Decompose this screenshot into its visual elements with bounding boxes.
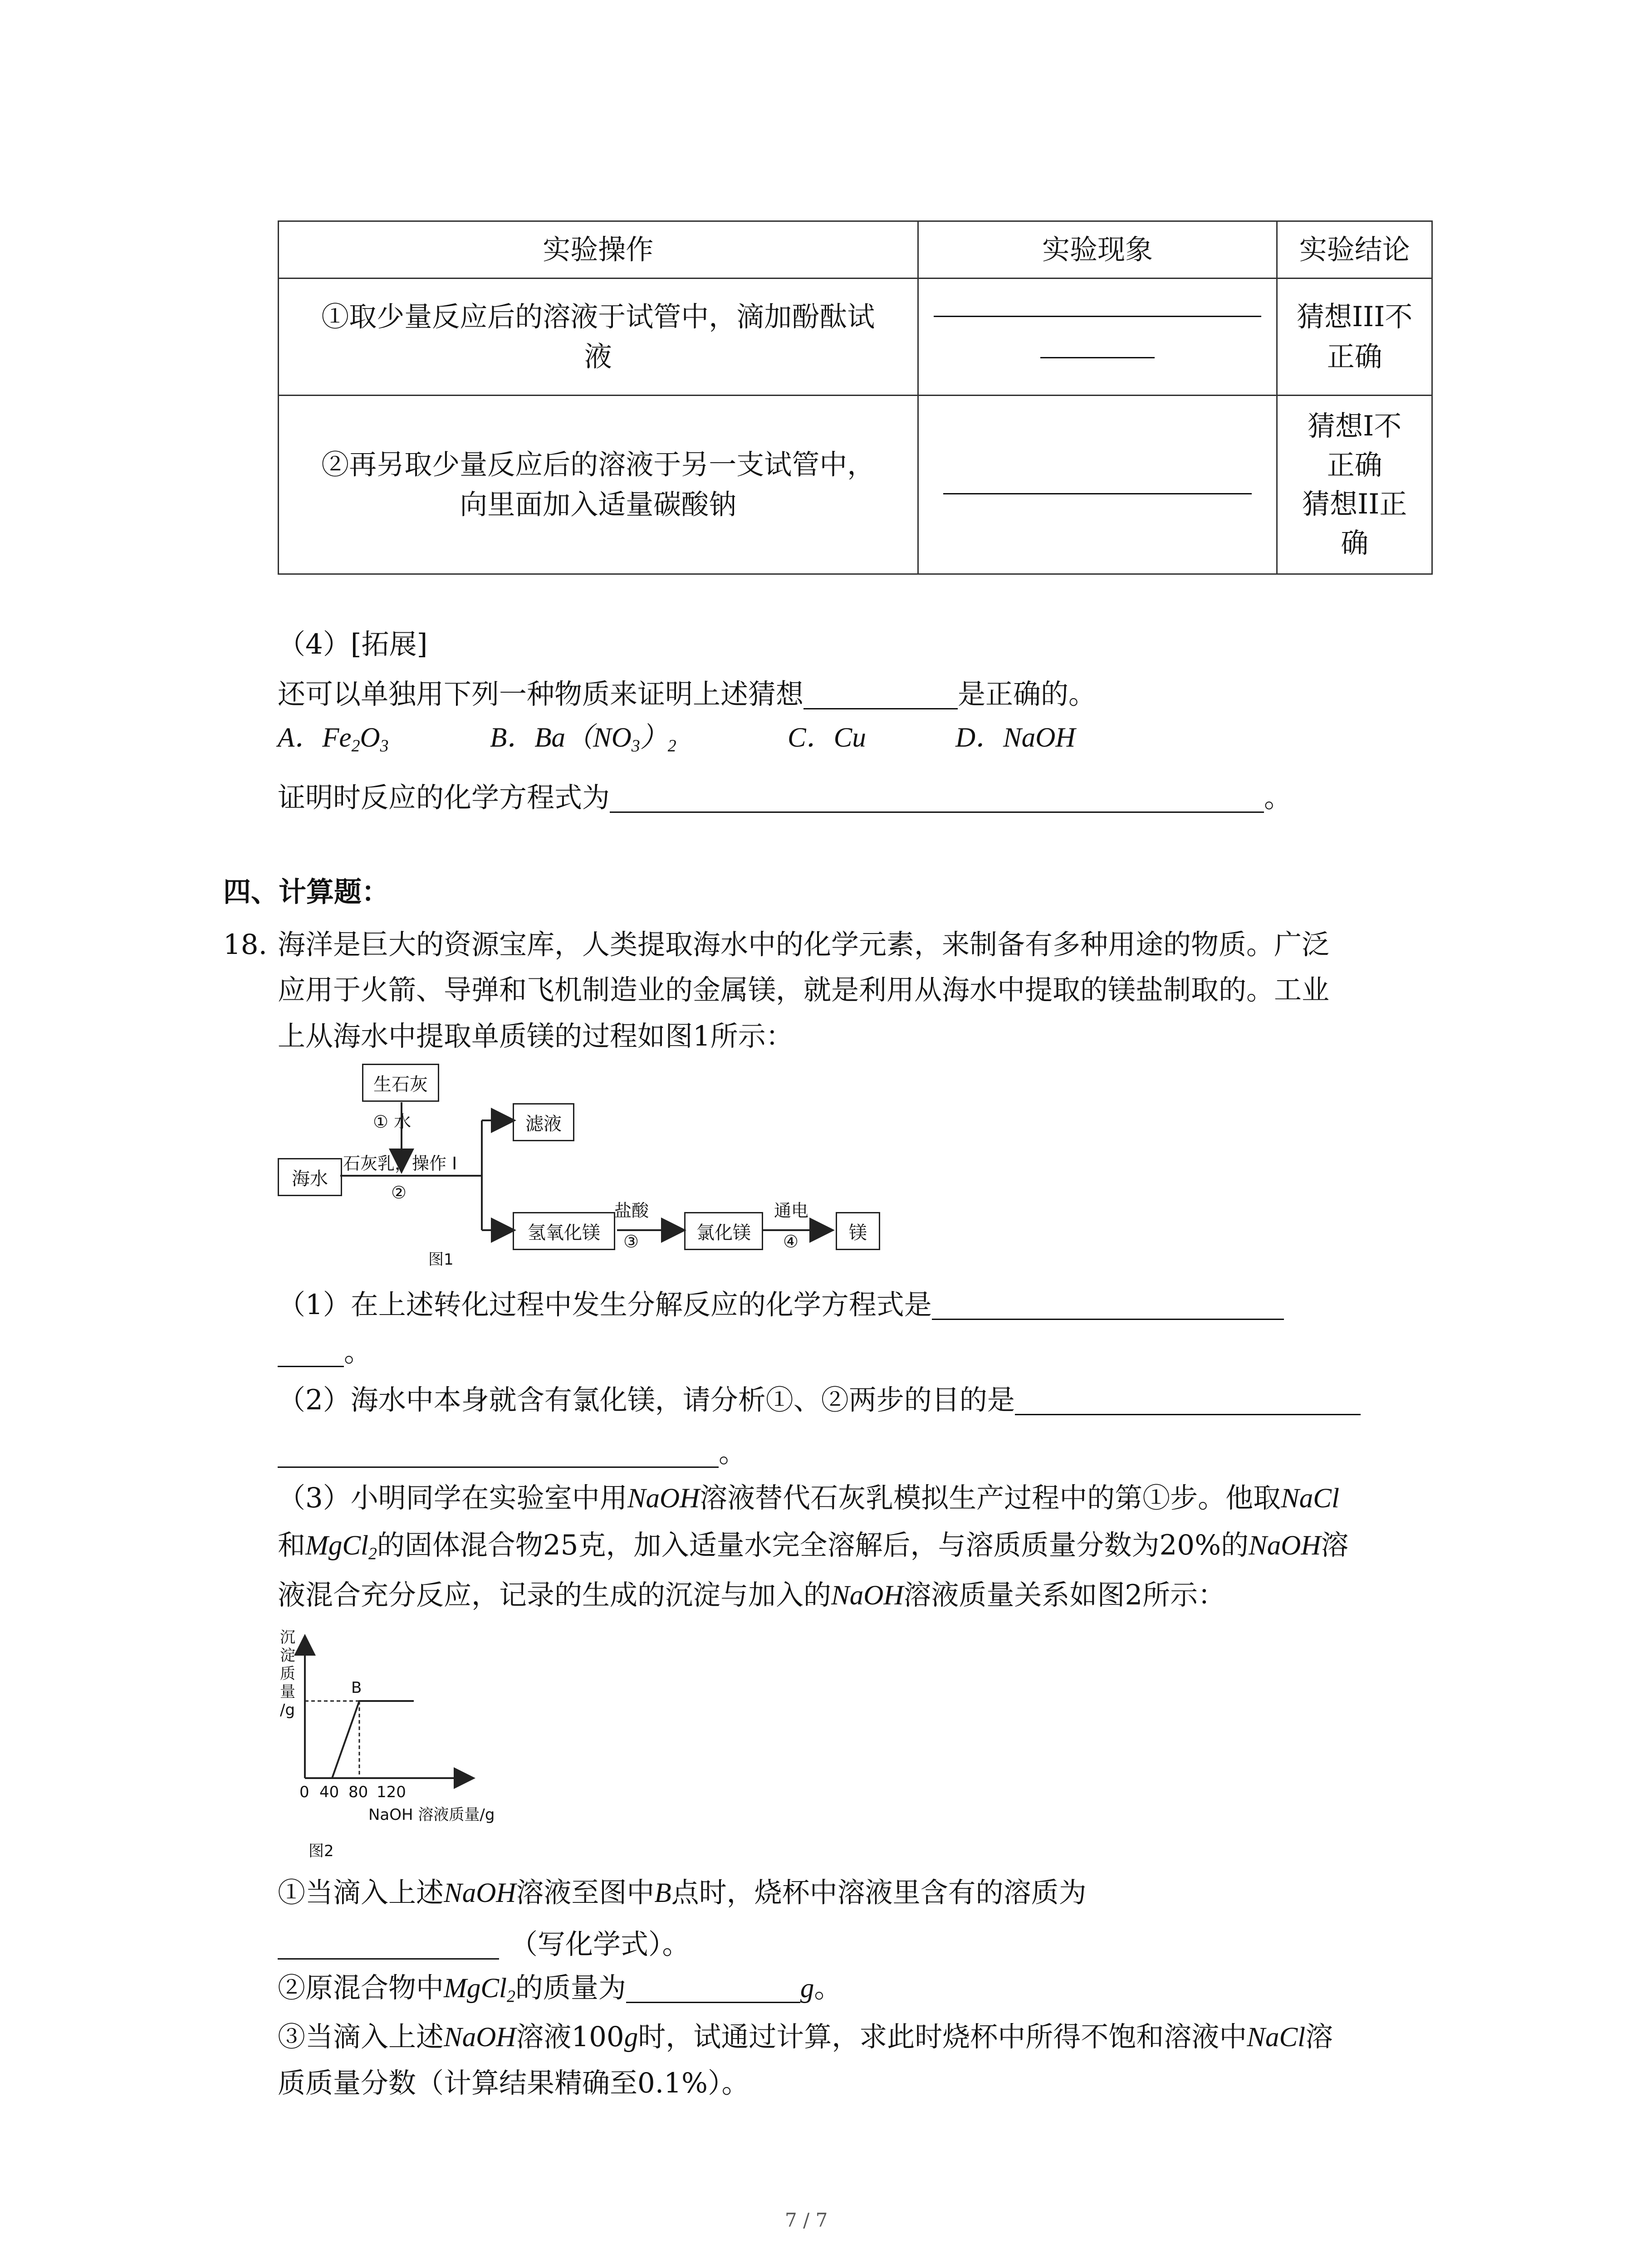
header-conclusion: 实验结论 — [1277, 221, 1432, 279]
answer-blank[interactable] — [803, 680, 958, 709]
acid-label: 盐酸 — [614, 1201, 649, 1221]
punct: 。 — [344, 1336, 372, 1368]
operation-cell — [279, 396, 918, 574]
punct: 。 — [719, 1437, 747, 1469]
conclusion-text: 猜想III不 — [1297, 300, 1413, 333]
option-a: A．$Fe_2O_3$ — [278, 723, 389, 756]
table-row — [279, 396, 1432, 574]
answer-blank[interactable] — [932, 1291, 1284, 1320]
extension-text: 还可以单独用下列一种物质来证明上述猜想 — [278, 678, 804, 710]
conclusion-text: 正确 — [1327, 449, 1382, 481]
question-1-cont — [278, 1928, 690, 1960]
operation-text: 液 — [584, 340, 612, 373]
section-title: 四、计算题： — [223, 876, 390, 908]
answer-blank[interactable] — [278, 1931, 499, 1960]
equation-line — [278, 784, 1292, 813]
step-2-label: ② — [391, 1183, 407, 1202]
question-number: 18. — [223, 929, 268, 961]
answer-blank[interactable] — [934, 316, 1261, 317]
step-1-label: ① 水 — [373, 1112, 411, 1132]
punct: 。 — [1264, 782, 1292, 814]
filtrate-box: 滤液 — [513, 1103, 574, 1141]
x-tick-label: 120 — [377, 1783, 406, 1801]
subquestion-text: （1）在上述转化过程中发生分解反应的化学方程式是 — [278, 1289, 932, 1321]
extension-heading: （4）[拓展] — [278, 628, 428, 660]
answer-blank[interactable] — [943, 493, 1252, 494]
question-3-cont: 质质量分数（计算结果精确至0.1%）。 — [278, 2067, 749, 2099]
answer-blank[interactable] — [278, 1338, 344, 1367]
quicklime-box: 生石灰 — [362, 1064, 439, 1102]
figure-2-caption: 图2 — [309, 1842, 334, 1860]
subquestion-3-line1: （3）小明同学在实验室中用NaOH溶液替代石灰乳模拟生产过程中的第①步。他取NaCl — [278, 1482, 1339, 1514]
header-phenomenon: 实验现象 — [918, 221, 1277, 279]
step-4-label: ④ — [783, 1232, 799, 1251]
extension-line — [278, 680, 1096, 709]
magnesium-box: 镁 — [836, 1212, 880, 1250]
question-2-line: ②原混合物中MgCl$_2$的质量为 g。 — [278, 1972, 842, 2006]
answer-blank[interactable] — [626, 1974, 800, 2003]
magnesium-hydroxide-box: 氢氧化镁 — [513, 1212, 615, 1250]
subquestion-text: （2）海水中本身就含有氯化镁，请分析①、②两步的目的是 — [278, 1384, 1015, 1416]
subquestion-2 — [278, 1386, 1361, 1415]
x-tick-label: 40 — [319, 1783, 339, 1801]
answer-blank[interactable] — [610, 784, 1264, 813]
table-header-row — [279, 221, 1432, 279]
subquestion-1 — [278, 1291, 1284, 1320]
answer-blank[interactable] — [1040, 357, 1155, 358]
question-text: 应用于火箭、导弹和飞机制造业的金属镁，就是利用从海水中提取的镁盐制取的。工业 — [278, 974, 1330, 1006]
figure-1-caption: 图1 — [428, 1251, 454, 1269]
table-row — [279, 279, 1432, 396]
operation-text: 向里面加入适量碳酸钠 — [460, 488, 737, 521]
x-tick-label: 0 — [299, 1783, 309, 1801]
conclusion-text: 确 — [1341, 527, 1369, 559]
y-axis-label: 沉 淀 质 量 /g — [280, 1628, 295, 1719]
operation-text: ②再另取少量反应后的溶液于另一支试管中， — [321, 448, 875, 481]
electrolysis-label: 通电 — [774, 1201, 809, 1221]
page-number: 7 / 7 — [785, 2209, 828, 2231]
point-b-label: B — [351, 1679, 362, 1697]
magnesium-chloride-box: 氯化镁 — [684, 1212, 763, 1250]
x-tick-label: 80 — [348, 1783, 368, 1801]
question-1-line: ①当滴入上述NaOH溶液至图中B点时，烧杯中溶液里含有的溶质为 — [278, 1877, 1087, 1909]
subquestion-2-cont — [278, 1439, 746, 1468]
option-c: C．Cu — [788, 723, 866, 753]
header-operation: 实验操作 — [279, 221, 918, 279]
step-3-label: ③ — [623, 1232, 639, 1251]
precipitate-chart — [272, 1624, 526, 1833]
conclusion-text: 猜想I不 — [1308, 410, 1402, 442]
subquestion-3-line2: 和MgCl$_2$的固体混合物25克，加入适量水完全溶解后，与溶质质量分数为20%的NaOH溶 — [278, 1529, 1349, 1564]
question-text: （写化学式）。 — [510, 1928, 690, 1960]
subquestion-3-line3: 液混合充分反应，记录的生成的沉淀与加入的NaOH溶液质量关系如图2所示： — [278, 1579, 1226, 1611]
question-text: 海洋是巨大的资源宝库，人类提取海水中的化学元素，来制备有多种用途的物质。广泛 — [278, 929, 1330, 961]
conclusion-text: 正确 — [1327, 340, 1382, 373]
conclusion-cell — [1277, 396, 1432, 574]
precipitate-series-line — [332, 1701, 414, 1778]
subquestion-1-cont — [278, 1338, 372, 1367]
answer-blank[interactable] — [1015, 1386, 1361, 1415]
extension-text: 是正确的。 — [958, 678, 1097, 710]
seawater-box: 海水 — [278, 1158, 342, 1196]
operation-text: ①取少量反应后的溶液于试管中，滴加酚酞试 — [321, 300, 875, 333]
option-d: D．NaOH — [955, 723, 1076, 753]
x-axis-label: NaOH 溶液质量/g — [368, 1806, 495, 1824]
conclusion-text: 猜想II正 — [1302, 488, 1407, 520]
operation-label: 石灰乳，操作 I — [343, 1154, 457, 1173]
equation-prompt: 证明时反应的化学方程式为 — [278, 782, 610, 814]
phenomenon-blank-cell[interactable] — [918, 279, 1277, 396]
phenomenon-blank-cell[interactable] — [918, 396, 1277, 574]
question-text: 上从海水中提取单质镁的过程如图1所示： — [278, 1020, 794, 1052]
operation-cell — [279, 279, 918, 396]
option-b: B．$Ba(NO_3)_2$ — [490, 723, 676, 756]
answer-blank[interactable] — [278, 1439, 719, 1468]
experiment-table — [278, 220, 1433, 575]
conclusion-cell — [1277, 279, 1432, 396]
question-3-line: ③当滴入上述NaOH溶液100g时，试通过计算，求此时烧杯中所得不饱和溶液中NaCl溶 — [278, 2021, 1333, 2053]
